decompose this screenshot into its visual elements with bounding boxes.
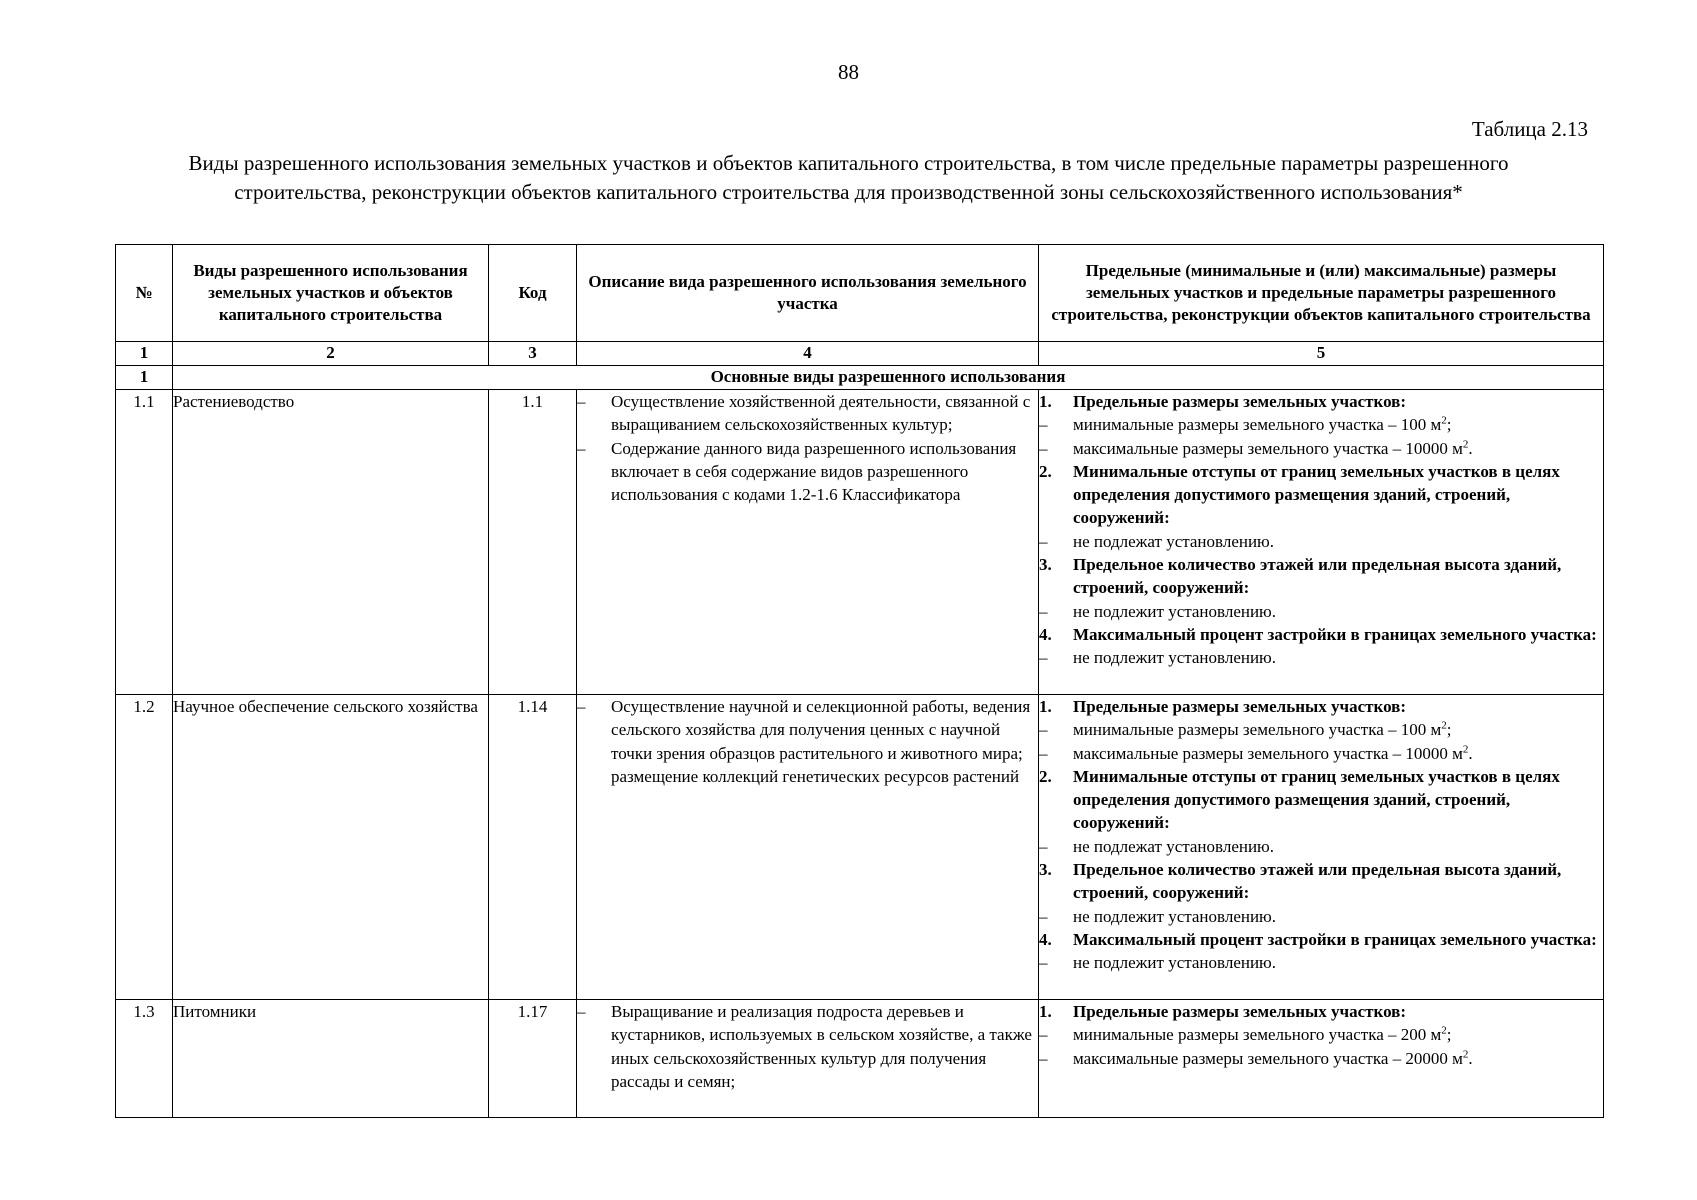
page-number: 88: [838, 60, 859, 84]
row-name: Питомники: [173, 1000, 489, 1118]
header-row: [116, 245, 1604, 342]
row-number: 1.1: [116, 390, 173, 695]
param-value: – не подлежат установлению.: [1039, 836, 1275, 856]
param-value: – минимальные размеры земельного участка – 100 $м^2$;: [1039, 719, 1452, 740]
table-row: [116, 695, 1604, 1000]
row-description: [577, 1000, 1039, 1118]
param-value: – максимальные размеры земельного участка – 10000 $м^2$.: [1039, 742, 1473, 763]
column-number: 4: [577, 342, 1039, 366]
param-value: – не подлежат установлению.: [1039, 531, 1275, 551]
row-params: [1039, 695, 1604, 1000]
table-row: [116, 390, 1604, 695]
param-value: – максимальные размеры земельного участка – 10000 $м^2$.: [1039, 437, 1473, 458]
table-number: Таблица 2.13: [1471, 117, 1588, 141]
section-row: [116, 366, 1604, 390]
param-heading: 1. Предельные размеры земельных участков:: [1039, 1002, 1407, 1021]
header-name: Виды разрешенного использования земельных участков и объектов капитального строительства: [173, 245, 489, 342]
param-value: – не подлежит установлению.: [1039, 648, 1277, 668]
param-heading: 3. Предельное количество этажей или предельная высота зданий, строений, сооружений:: [1039, 555, 1562, 598]
section-title: Основные виды разрешенного использования: [173, 366, 1604, 390]
param-heading: 2. Минимальные отступы от границ земельных участков в целях определения допустимого размещения зданий, строений, сооружений:: [1039, 766, 1560, 833]
header-no: №: [116, 245, 173, 342]
table-title: Виды разрешенного использования земельных участков и объектов капитального строительства, в том числе предельные параметры разрешенного строительства, реконструкции объектов капитального строительства для производственной зоны сельскохозяйственного использования*: [188, 151, 1509, 204]
column-numbers-row: [116, 342, 1604, 366]
row-number: 1.3: [116, 1000, 173, 1118]
param-value: – минимальные размеры земельного участка – 200 $м^2$;: [1039, 1024, 1452, 1045]
param-value: – не подлежит установлению.: [1039, 906, 1277, 926]
table-row: [116, 1000, 1604, 1118]
param-value: – максимальные размеры земельного участка – 20000 $м^2$.: [1039, 1047, 1473, 1068]
column-number: 1: [116, 342, 173, 366]
dash-marker: –: [577, 697, 586, 716]
param-value: – минимальные размеры земельного участка – 100 $м^2$;: [1039, 414, 1452, 435]
row-params: [1039, 1000, 1604, 1118]
row-name: Растениеводство: [173, 390, 489, 695]
header-code: Код: [489, 245, 577, 342]
header-desc: Описание вида разрешенного использования земельного участка: [577, 245, 1039, 342]
dash-marker: –: [577, 1002, 586, 1021]
description-item: – Выращивание и реализация подроста деревьев и кустарников, используемых в сельском хозяйстве, а также иных сельскохозяйственных культур для получения рассады и семян;: [577, 1002, 1032, 1091]
param-heading: 3. Предельное количество этажей или предельная высота зданий, строений, сооружений:: [1039, 860, 1562, 903]
row-name: Научное обеспечение сельского хозяйства: [173, 695, 489, 1000]
param-heading: 1. Предельные размеры земельных участков:: [1039, 392, 1407, 411]
column-number: 3: [489, 342, 577, 366]
param-value: – не подлежит установлению.: [1039, 953, 1277, 973]
row-code: 1.14: [489, 695, 577, 1000]
row-code: 1.1: [489, 390, 577, 695]
row-description: [577, 390, 1039, 695]
dash-marker: –: [577, 392, 586, 411]
description-item: – Осуществление научной и селекционной работы, ведения сельского хозяйства для получения ценных с научной точки зрения образцов растительного и животного мира; размещение коллекций генетических ресурсов растений: [577, 697, 1031, 786]
row-code: 1.17: [489, 1000, 577, 1118]
column-number: 2: [173, 342, 489, 366]
param-heading: 2. Минимальные отступы от границ земельных участков в целях определения допустимого размещения зданий, строений, сооружений:: [1039, 461, 1560, 528]
param-heading: 4. Максимальный процент застройки в границах земельного участка:: [1039, 624, 1597, 644]
param-heading: 1. Предельные размеры земельных участков:: [1039, 697, 1407, 716]
row-params: [1039, 390, 1604, 695]
param-value: – не подлежит установлению.: [1039, 601, 1277, 621]
section-number: 1: [116, 366, 173, 390]
description-item: – Осуществление хозяйственной деятельности, связанной с выращиванием сельскохозяйственных культур;: [577, 392, 1031, 435]
column-number: 5: [1039, 342, 1604, 366]
description-item: – Содержание данного вида разрешенного использования включает в себя содержание видов разрешенного использования с кодами 1.2-1.6 Классификатора: [577, 438, 1017, 505]
row-number: 1.2: [116, 695, 173, 1000]
param-heading: 4. Максимальный процент застройки в границах земельного участка:: [1039, 929, 1597, 949]
row-description: [577, 695, 1039, 1000]
regulations-table: [115, 244, 1604, 1118]
dash-marker: –: [577, 438, 586, 458]
header-params: Предельные (минимальные и (или) максимальные) размеры земельных участков и предельные параметры разрешенного строительства, реконструкции объектов капитального строительства: [1039, 245, 1604, 342]
